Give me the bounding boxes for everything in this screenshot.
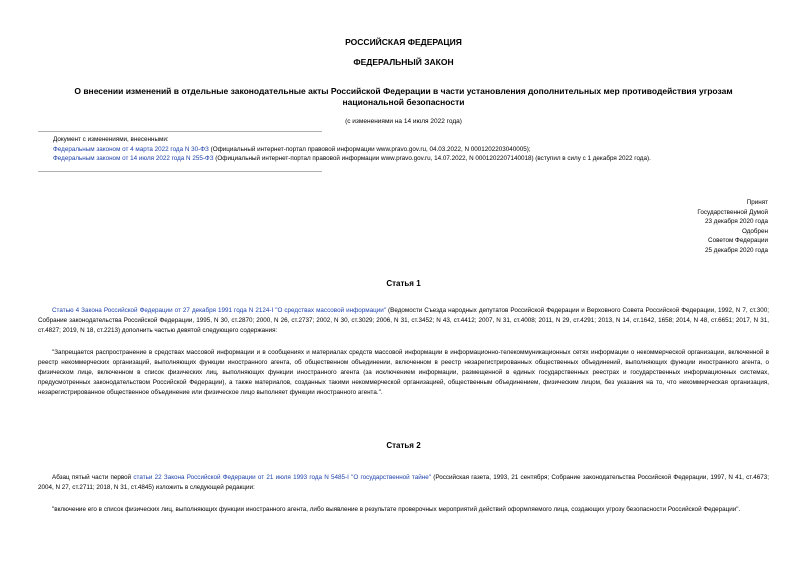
change-desc-30fz: (Официальный интернет-портал правовой информации www.pravo.gov.ru, 04.03.2022, N 0001202203040005); [208,145,531,153]
change-item-1 [53,145,793,155]
change-item-2 [53,154,793,164]
adoption-block [568,198,768,255]
country-heading: РОССИЙСКАЯ ФЕДЕРАЦИЯ [345,37,462,47]
bottom-divider [38,171,322,172]
change-link-30fz[interactable]: Федеральным законом от 4 марта 2022 года N 30-ФЗ [53,145,209,153]
adoption-line: Государственной Думой [697,208,768,216]
change-desc-255fz: (Официальный интернет-портал правовой информации www.pravo.gov.ru, 14.07.2022, N 0001202207140018) (вступил в силу с 1 декабря 2022 года). [213,155,651,162]
article-2-link[interactable]: статьи 22 Закона Российской Федерации от 21 июля 1993 года N 5485-I "О государственной тайне" [133,474,431,481]
top-divider [38,131,322,132]
adoption-line: Принят [746,199,768,206]
edition-note: (с изменениями на 14 июля 2022 года) [345,118,462,125]
adoption-line: 25 декабря 2020 года [705,246,768,254]
article-2-text: (Российская газета, 1993, 21 сентября; Собрание законодательства Российской Федерации, 1997, N 41, ст.4673; 2004, N 27, ст.2711; 2018, N 31, ст.4845) изложить в следующей редакции: [38,474,769,491]
article-2-pre: Абзац пятый части первой [52,474,134,481]
change-link-255fz[interactable]: Федеральным законом от 14 июля 2022 года N 255-ФЗ [53,155,214,162]
article-1-link[interactable]: Статью 4 Закона Российской Федерации от 27 декабря 1991 года N 2124-I "О средствах массовой информации" [52,307,387,314]
article-2-quote: "включение его в список физических лиц, выполняющих функции иностранного агента, либо выявление в результате проверочных мероприятий действий оформляемого лица, создающих угрозу безопасности Российской Федерации". [52,506,741,513]
article-1-heading: Статья 1 [386,279,421,288]
article-1-quote: "Запрещается распространение в средствах массовой информации и в сообщениях и материалах средств массовой информации в информационно-телекоммуникационных сетях информации о некоммерческой организации, включенной в реестр некоммерческих организаций, выполняющих функции иностранного агента, об общественном объединении, включенном в реестр незарегистрированных общественных объединений, выполняющих функции иностранного агента, о физическом лице, включенном в список физических лиц, выполняющих функции иностранного агента (за исключением информации, размещенной в единых государственных реестрах и государственных информационных системах, предусмотренных законодательством Российской Федерации), а также материалов, созданных такими некоммерческой организацией, общественным объединением, физическим лицом, без указания на то, что некоммерческая организация, незарегистрированное общественное объединение или физическое лицо выполняет функции иностранного агента.". [38,349,769,396]
adoption-line: Советом Федерации [708,237,768,244]
law-title: О внесении изменений в отдельные законодательные акты Российской Федерации в части установления дополнительных мер противодействия угрозам национальной безопасности [74,86,733,107]
changes-block [53,135,793,164]
doc-type-heading: ФЕДЕРАЛЬНЫЙ ЗАКОН [353,57,454,67]
article-1-body [38,306,769,336]
changes-intro: Документ с изменениями, внесенными: [53,136,169,143]
article-1-text: (Ведомости Съезда народных депутатов Российской Федерации и Верховного Совета Российской Федерации, 1992, N 7, ст.300; Собрание законодательства Российской Федерации, 1995, N 30, ст.2870; 2000, N 26, ст.2737; 2002, N 30, ст.3029; 2006, N 31, ст.3452; N 43, ст.4412; 2007, N 31, ст.4008; 2011, N 29, ст.4291; 2013, N 14, ст.1642, 1658; 2014, N 48, ст.6651; 2017, N 31, ст.4827; 2019, N 18, ст.2213) дополнить частью девятой следующего содержания: [38,307,770,334]
article-2-body [38,473,769,493]
article-2-heading: Статья 2 [386,441,421,450]
adoption-line: Одобрен [741,227,768,235]
adoption-line: 23 декабря 2020 года [705,218,768,225]
